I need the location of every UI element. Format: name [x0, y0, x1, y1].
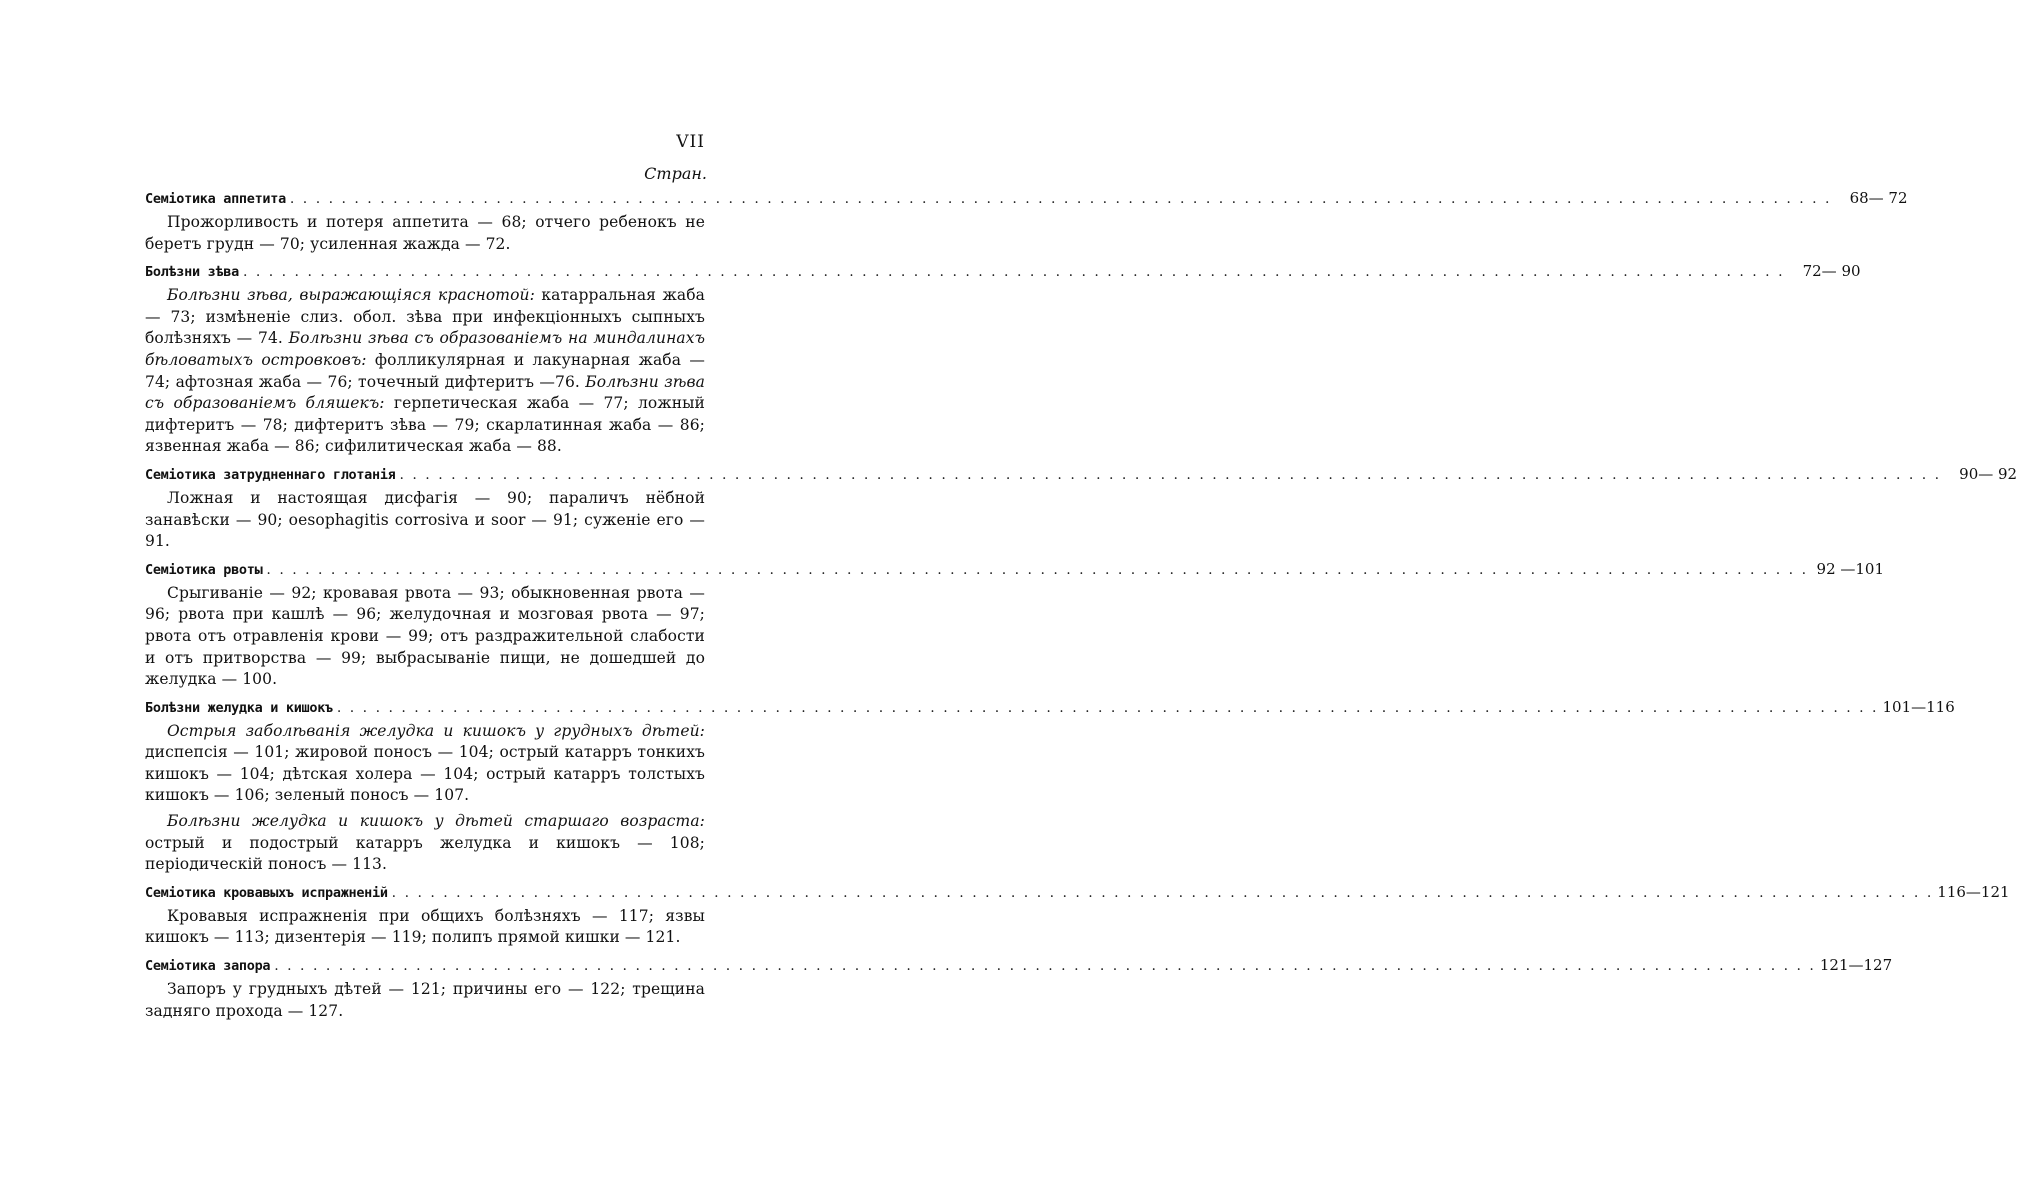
page-number: VII: [676, 132, 705, 152]
dot-leader: . . . . . . . . . . . . . . . . . . . . . . . . . . . . . . . . . . . . . . . . . . . . . . . . . . . . . . . . . . . . . . . . . . . . . . . . . . . . . . . . . . . . . . . . . . . . . . . . . . . . . . . . . . . . . . . . . . . . . . . .: [391, 884, 1934, 901]
toc-entry-title: Болѣзни зѣва: [145, 264, 239, 281]
dot-leader: . . . . . . . . . . . . . . . . . . . . . . . . . . . . . . . . . . . . . . . . . . . . . . . . . . . . . . . . . . . . . . . . . . . . . . . . . . . . . . . . . . . . . . . . . . . . . . . . . . . . . . . . . . . . . . . . . . . . . . . .: [399, 466, 1942, 483]
description-text: Ложная и настоящая дисфагія — 90; параличъ нёбной занавѣски — 90; oesophagitis corrosiva и soor — 91; суженіе его — 91.: [145, 488, 705, 551]
toc-entry-title: Семіотика кровавыхъ испражненій: [145, 884, 388, 901]
toc-entry-description: [145, 488, 705, 553]
dot-leader: . . . . . . . . . . . . . . . . . . . . . . . . . . . . . . . . . . . . . . . . . . . . . . . . . . . . . . . . . . . . . . . . . . . . . . . . . . . . . . . . . . . . . . . . . . . . . . . . . . . . . . . . . . . . . . . . . . . . . . . .: [289, 191, 1832, 207]
table-of-contents: [145, 186, 2017, 1026]
dot-leader: . . . . . . . . . . . . . . . . . . . . . . . . . . . . . . . . . . . . . . . . . . . . . . . . . . . . . . . . . . . . . . . . . . . . . . . . . . . . . . . . . . . . . . . . . . . . . . . . . . . . . . . . . . . . . . . . . . . . . . . .: [266, 561, 1809, 578]
toc-entry-heading: [145, 462, 2017, 486]
toc-entry-description: [145, 906, 705, 949]
section-subheading: Болѣзни зѣва съ образованіемъ бляшекъ:: [145, 372, 705, 413]
toc-entry-heading: [145, 953, 1893, 977]
toc-entry-heading: [145, 880, 2010, 904]
toc-entry-heading: [145, 695, 1955, 719]
description-text: Срыгиваніе — 92; кровавая рвота — 93; обыкновенная рвота — 96; рвота при кашлѣ — 96; желудочная и мозговая рвота — 97; рвота отъ отравленія крови — 99; отъ раздражительной слабости и отъ притворства — 99; выбрасываніе пищи, не дошедшей до желудка — 100.: [145, 583, 705, 689]
toc-entry-title: Семіотика аппетита: [145, 191, 286, 207]
toc-entry-heading: [145, 259, 1861, 283]
description-text: Прожорливость и потеря аппетита — 68; отчего ребенокъ не беретъ грудн — 70; усиленная жажда — 72.: [145, 213, 705, 253]
toc-entry-pages: 72— 90: [1802, 262, 1861, 281]
toc-entry-pages: 116—121: [1937, 882, 2010, 901]
toc-entry-description: [145, 285, 705, 458]
dot-leader: . . . . . . . . . . . . . . . . . . . . . . . . . . . . . . . . . . . . . . . . . . . . . . . . . . . . . . . . . . . . . . . . . . . . . . . . . . . . . . . . . . . . . . . . . . . . . . . . . . . . . . . . . . . . . . . . . . . . . . . .: [336, 699, 1879, 716]
section-subheading: Острыя заболѣванія желудка и кишокъ у грудныхъ дѣтей:: [167, 721, 705, 740]
description-text: фолликулярная и лакунарная жаба — 74; афтозная жаба — 76; точечный дифтеритъ —76.: [145, 350, 706, 391]
description-text: герпетическая жаба — 77; ложный дифтеритъ — 78; дифтеритъ зѣва — 79; скарлатинная жаба — 86; язвенная жаба — 86; сифилитическая жаба — 88.: [145, 394, 705, 456]
toc-entry-description: [145, 979, 705, 1022]
section-subheading: Болѣзни желудка и кишокъ у дѣтей старшаго возраста:: [167, 812, 705, 831]
toc-entry-pages: 121—127: [1819, 956, 1893, 975]
toc-entry-heading: [145, 557, 1885, 581]
description-text: катарральная жаба — 73; измѣненіе слиз. обол. зѣва при инфекціонныхъ сыпныхъ болѣзняхъ — 74.: [145, 286, 705, 348]
description-text: острый и подострый катарръ желудка и кишокъ — 108; періодическій поносъ — 113.: [145, 833, 705, 874]
dot-leader: . . . . . . . . . . . . . . . . . . . . . . . . . . . . . . . . . . . . . . . . . . . . . . . . . . . . . . . . . . . . . . . . . . . . . . . . . . . . . . . . . . . . . . . . . . . . . . . . . . . . . . . . . . . . . . . . . . . . . . . .: [274, 958, 1816, 975]
toc-entry-description: [145, 212, 705, 255]
dot-leader: . . . . . . . . . . . . . . . . . . . . . . . . . . . . . . . . . . . . . . . . . . . . . . . . . . . . . . . . . . . . . . . . . . . . . . . . . . . . . . . . . . . . . . . . . . . . . . . . . . . . . . . . . . . . . . . . . . . . . . . .: [242, 264, 1785, 281]
toc-entry-description: [145, 811, 705, 876]
description-text: диспепсія — 101; жировой поносъ — 104; острый катарръ тонкихъ кишокъ — 104; дѣтская холера — 104; острый катарръ толстыхъ кишокъ — 106; зеленый поносъ — 107.: [145, 743, 705, 805]
toc-entry-pages: 101—116: [1882, 697, 1955, 716]
toc-entry-description: [145, 721, 705, 807]
toc-entry-title: Болѣзни желудка и кишокъ: [145, 699, 333, 716]
section-subheading: Болѣзни зѣва съ образованіемъ на миндалинахъ бѣловатыхъ островковъ:: [145, 329, 705, 369]
toc-entry-title: Семіотика рвоты: [145, 561, 263, 578]
toc-entry-heading: [145, 186, 1908, 210]
description-text: Запоръ у грудныхъ дѣтей — 121; причины его — 122; трещина задняго прохода — 127.: [145, 980, 705, 1020]
toc-entry-title: Семіотика затрудненнаго глотанія: [145, 466, 396, 483]
toc-entry-pages: 68— 72: [1849, 189, 1908, 207]
toc-entry-pages: 92 —101: [1816, 559, 1885, 578]
toc-entry-description: [145, 583, 705, 691]
toc-entry-title: Семіотика запора: [145, 958, 271, 975]
pages-column-label: Стран.: [644, 164, 707, 183]
section-subheading: Болѣзни зѣва, выражающіяся краснотой:: [167, 286, 542, 305]
description-text: Кровавыя испражненія при общихъ болѣзняхъ — 117; язвы кишокъ — 113; дизентерія — 119; полипъ прямой кишки — 121.: [145, 906, 705, 947]
toc-entry-pages: 90— 92: [1959, 464, 2017, 483]
